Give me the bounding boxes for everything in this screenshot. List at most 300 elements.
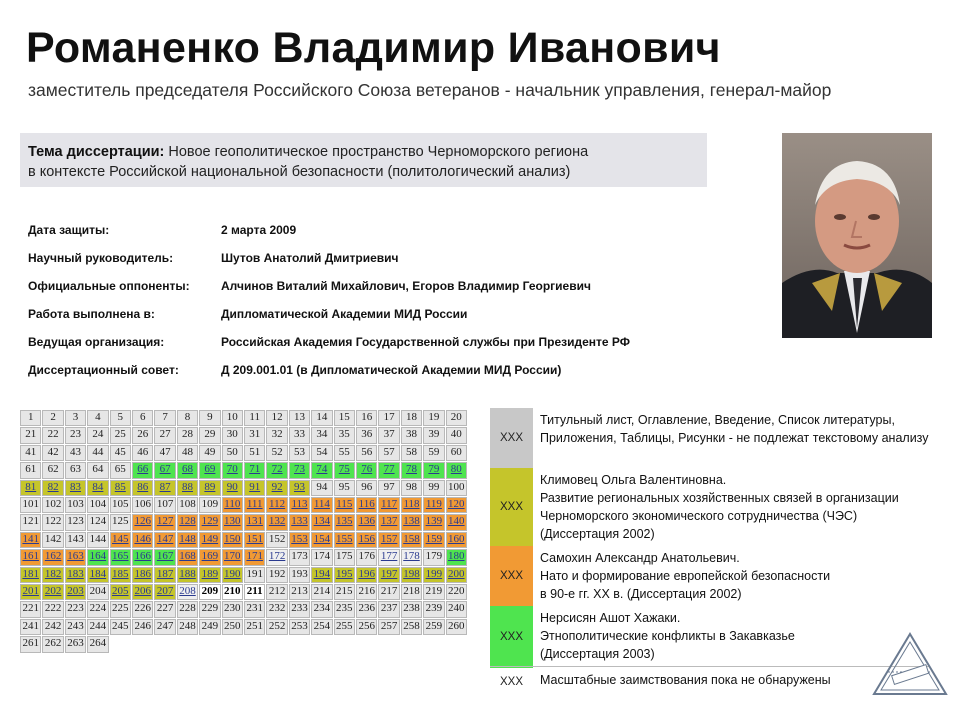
page-cell[interactable]: 18 [401,410,422,426]
page-cell[interactable]: 28 [177,427,198,443]
page-cell[interactable]: 135 [334,514,355,530]
page-cell[interactable]: 71 [244,462,265,478]
page-cell[interactable]: 189 [199,567,220,583]
detail-label: Диссертационный совет: [28,363,179,377]
portrait-image [782,133,932,338]
page-cell[interactable]: 248 [177,619,198,635]
page-cell[interactable]: 59 [423,445,444,461]
legend-text [540,549,935,603]
page-cell[interactable]: 231 [244,601,265,617]
page-cell[interactable]: 153 [289,532,310,548]
page-cell[interactable]: 78 [401,462,422,478]
page-cell[interactable]: 35 [334,427,355,443]
page-cell[interactable]: 84 [87,480,108,496]
page-cell[interactable]: 202 [42,584,63,600]
page-cell[interactable]: 34 [311,427,332,443]
page-cell[interactable]: 238 [401,601,422,617]
page-cell[interactable]: 83 [65,480,86,496]
page-cell[interactable]: 131 [244,514,265,530]
page-cell[interactable]: 148 [177,532,198,548]
legend-row-nersisyan [490,606,930,668]
page-cell[interactable]: 236 [356,601,377,617]
page-cell[interactable]: 41 [20,445,41,461]
page-cell[interactable]: 179 [423,549,444,565]
page-cell[interactable]: 10 [222,410,243,426]
page-cell[interactable]: 261 [20,636,41,652]
page-cell[interactable]: 209 [199,584,220,600]
page-cell[interactable]: 264 [87,636,108,652]
page-cell[interactable]: 252 [266,619,287,635]
page-cell[interactable]: 125 [110,514,131,530]
page-cell[interactable]: 259 [423,619,444,635]
page-cell[interactable]: 63 [65,462,86,478]
page-cell[interactable]: 85 [110,480,131,496]
page-cell[interactable]: 157 [378,532,399,548]
dissertation-topic-box [20,133,707,187]
page-cell[interactable]: 251 [244,619,265,635]
page-cell[interactable]: 92 [266,480,287,496]
legend-title: Нато и формирование европейской безопасности [540,569,831,583]
page-cell[interactable]: 190 [222,567,243,583]
portrait-photo [782,133,932,338]
legend-swatch: XXX [490,606,533,668]
page-cell[interactable]: 169 [199,549,220,565]
page-cell[interactable]: 120 [446,497,467,513]
page-cell[interactable]: 88 [177,480,198,496]
page-cell[interactable]: 165 [110,549,131,565]
page-cell[interactable]: 158 [401,532,422,548]
legend-text: Масштабные заимствования пока не обнаружены [540,673,831,687]
page-cell[interactable]: 25 [110,427,131,443]
detail-value: 2 марта 2009 [221,223,297,237]
page-cell[interactable]: 12 [266,410,287,426]
page-number-grid [20,410,468,654]
legend-title: Этнополитические конфликты в Закавказье [540,629,795,643]
page-cell[interactable]: 112 [266,497,287,513]
page-cell[interactable]: 73 [289,462,310,478]
page-cell[interactable]: 38 [401,427,422,443]
page-cell[interactable]: 98 [401,480,422,496]
page-cell[interactable]: 67 [154,462,175,478]
detail-label: Научный руководитель: [28,251,174,265]
page-cell[interactable]: 40 [446,427,467,443]
page-cell[interactable]: 5 [110,410,131,426]
page-cell[interactable]: 127 [154,514,175,530]
person-position: заместитель председателя Российского Союза ветеранов - начальник управления, генерал-майор [28,80,832,100]
page-cell[interactable]: 16 [356,410,377,426]
page-cell[interactable]: 142 [42,532,63,548]
page-cell[interactable]: 139 [423,514,444,530]
page-cell[interactable]: 136 [356,514,377,530]
page-cell[interactable]: 140 [446,514,467,530]
page-cell[interactable]: 42 [42,445,63,461]
page-cell[interactable]: 77 [378,462,399,478]
page-cell[interactable]: 145 [110,532,131,548]
page-cell[interactable]: 61 [20,462,41,478]
page-cell[interactable]: 246 [132,619,153,635]
page-cell[interactable]: 60 [446,445,467,461]
page-cell[interactable]: 20 [446,410,467,426]
detail-label: Ведущая организация: [28,335,165,349]
page-cell[interactable]: 100 [446,480,467,496]
page-cell[interactable]: 86 [132,480,153,496]
page-cell[interactable]: 205 [110,584,131,600]
page-cell[interactable]: 26 [132,427,153,443]
page-cell[interactable]: 180 [446,549,467,565]
page-cell[interactable]: 106 [132,497,153,513]
page-cell[interactable]: 225 [110,601,131,617]
page-cell[interactable]: 162 [42,549,63,565]
page-cell[interactable]: 111 [244,497,265,513]
page-cell[interactable]: 99 [423,480,444,496]
page-cell[interactable]: 50 [222,445,243,461]
page-cell[interactable]: 69 [199,462,220,478]
legend-text: Титульный лист, Оглавление, Введение, Список литературы, Приложения, Таблицы, Рисунки - не подлежат текстовому анализу [540,413,929,445]
page-cell[interactable]: 147 [154,532,175,548]
page-cell[interactable]: 222 [42,601,63,617]
page-cell[interactable]: 27 [154,427,175,443]
page-cell[interactable]: 70 [222,462,243,478]
page-cell[interactable]: 64 [87,462,108,478]
page-cell[interactable]: 247 [154,619,175,635]
page-cell[interactable]: 114 [311,497,332,513]
page-cell[interactable]: 170 [222,549,243,565]
legend-row-no-borrowing [490,668,930,696]
page-cell[interactable]: 149 [199,532,220,548]
page-cell[interactable]: 208 [177,584,198,600]
page-cell[interactable]: 82 [42,480,63,496]
page-cell[interactable]: 260 [446,619,467,635]
page-cell[interactable]: 177 [378,549,399,565]
page-cell[interactable]: 87 [154,480,175,496]
page-cell[interactable]: 62 [42,462,63,478]
page-cell[interactable]: 13 [289,410,310,426]
page-cell[interactable]: 126 [132,514,153,530]
page-cell[interactable]: 174 [311,549,332,565]
page-cell[interactable]: 116 [356,497,377,513]
page-cell[interactable]: 234 [311,601,332,617]
dissernet-stamp [870,630,950,705]
page-cell[interactable]: 240 [446,601,467,617]
page-cell[interactable]: 173 [289,549,310,565]
page-cell[interactable]: 213 [289,584,310,600]
page-cell[interactable]: 51 [244,445,265,461]
page-cell[interactable]: 143 [65,532,86,548]
page-cell[interactable]: 15 [334,410,355,426]
page-cell[interactable]: 212 [266,584,287,600]
page-cell[interactable]: 219 [423,584,444,600]
detail-value: Российская Академия Государственной службы при Президенте РФ [221,335,630,349]
page-cell[interactable]: 172 [266,549,287,565]
page-cell[interactable]: 211 [244,584,265,600]
page-cell[interactable]: 66 [132,462,153,478]
page-cell[interactable]: 39 [423,427,444,443]
page-cell[interactable]: 171 [244,549,265,565]
page-cell[interactable]: 154 [311,532,332,548]
legend-year: (Диссертация 2002) [540,527,655,541]
page-cell[interactable]: 1 [20,410,41,426]
page-cell[interactable]: 233 [289,601,310,617]
page-cell[interactable]: 193 [289,567,310,583]
page-cell[interactable]: 75 [334,462,355,478]
page-cell[interactable]: 33 [289,427,310,443]
page-cell[interactable]: 95 [334,480,355,496]
page-cell[interactable]: 178 [401,549,422,565]
page-cell[interactable]: 102 [42,497,63,513]
page-cell[interactable]: 206 [132,584,153,600]
page-cell[interactable]: 103 [65,497,86,513]
page-cell[interactable]: 218 [401,584,422,600]
page-cell[interactable]: 54 [311,445,332,461]
page-cell[interactable]: 226 [132,601,153,617]
page-cell[interactable]: 47 [154,445,175,461]
legend-swatch: XXX [490,546,533,606]
page-cell[interactable]: 109 [199,497,220,513]
topic-label: Тема диссертации: [28,144,165,160]
page-cell[interactable]: 181 [20,567,41,583]
page-cell[interactable]: 227 [154,601,175,617]
page-cell[interactable]: 9 [199,410,220,426]
page-cell[interactable]: 155 [334,532,355,548]
page-cell[interactable]: 138 [401,514,422,530]
page-cell[interactable]: 49 [199,445,220,461]
page-cell[interactable]: 23 [65,427,86,443]
page-cell[interactable]: 217 [378,584,399,600]
page-cell[interactable]: 133 [289,514,310,530]
page-cell[interactable]: 210 [222,584,243,600]
page-cell[interactable]: 221 [20,601,41,617]
page-cell[interactable]: 152 [266,532,287,548]
page-cell[interactable]: 200 [446,567,467,583]
page-cell[interactable]: 24 [87,427,108,443]
page-cell[interactable]: 110 [222,497,243,513]
page-cell[interactable]: 159 [423,532,444,548]
page-cell[interactable]: 232 [266,601,287,617]
page-cell[interactable]: 80 [446,462,467,478]
page-cell[interactable]: 241 [20,619,41,635]
page-cell[interactable]: 187 [154,567,175,583]
detail-label: Официальные оппоненты: [28,279,190,293]
page-cell[interactable]: 104 [87,497,108,513]
page-cell[interactable]: 76 [356,462,377,478]
page-cell[interactable]: 249 [199,619,220,635]
page-cell[interactable]: 254 [311,619,332,635]
page-cell[interactable]: 11 [244,410,265,426]
legend-year: (Диссертация 2003) [540,647,655,661]
page-cell[interactable]: 17 [378,410,399,426]
page-cell[interactable]: 235 [334,601,355,617]
page-cell[interactable]: 132 [266,514,287,530]
legend-text [540,471,935,543]
page-cell[interactable]: 44 [87,445,108,461]
page-cell[interactable]: 242 [42,619,63,635]
page-cell[interactable]: 107 [154,497,175,513]
page-cell[interactable]: 239 [423,601,444,617]
page-cell[interactable]: 215 [334,584,355,600]
page-cell[interactable]: 256 [356,619,377,635]
page-cell[interactable]: 214 [311,584,332,600]
legend-swatch: XXX [490,408,533,468]
page-cell[interactable]: 201 [20,584,41,600]
page-cell[interactable]: 113 [289,497,310,513]
page-cell[interactable]: 176 [356,549,377,565]
page-cell[interactable]: 37 [378,427,399,443]
page-cell[interactable]: 68 [177,462,198,478]
legend-author: Нерсисян Ашот Хажаки. [540,611,681,625]
page-cell[interactable]: 146 [132,532,153,548]
page-cell[interactable]: 134 [311,514,332,530]
page-cell[interactable]: 188 [177,567,198,583]
page-cell[interactable]: 192 [266,567,287,583]
page-cell[interactable]: 163 [65,549,86,565]
page-cell[interactable]: 32 [266,427,287,443]
page-cell[interactable]: 52 [266,445,287,461]
page-cell[interactable]: 108 [177,497,198,513]
page-cell[interactable]: 7 [154,410,175,426]
page-cell[interactable]: 224 [87,601,108,617]
person-name: Романенко Владимир Иванович [26,24,721,72]
page-cell[interactable]: 258 [401,619,422,635]
page-cell[interactable]: 253 [289,619,310,635]
page-cell[interactable]: 156 [356,532,377,548]
page-cell[interactable]: 79 [423,462,444,478]
page-cell[interactable]: 184 [87,567,108,583]
page-cell[interactable]: 122 [42,514,63,530]
page-cell[interactable]: 199 [423,567,444,583]
page-cell[interactable]: 185 [110,567,131,583]
page-cell[interactable]: 48 [177,445,198,461]
page-cell[interactable]: 166 [132,549,153,565]
page-cell[interactable]: 115 [334,497,355,513]
page-cell[interactable]: 150 [222,532,243,548]
page-cell[interactable]: 168 [177,549,198,565]
legend-author: Климовец Ольга Валентиновна. [540,473,727,487]
page-cell[interactable]: 223 [65,601,86,617]
page-cell[interactable]: 130 [222,514,243,530]
page-cell[interactable]: 167 [154,549,175,565]
page-cell[interactable]: 117 [378,497,399,513]
page-cell[interactable]: 196 [356,567,377,583]
page-cell[interactable]: 160 [446,532,467,548]
page-cell[interactable]: 194 [311,567,332,583]
detail-label: Работа выполнена в: [28,307,155,321]
page-cell[interactable]: 8 [177,410,198,426]
page-cell[interactable]: 228 [177,601,198,617]
page-cell[interactable]: 81 [20,480,41,496]
page-cell[interactable]: 96 [356,480,377,496]
page-cell[interactable]: 43 [65,445,86,461]
page-cell[interactable]: 229 [199,601,220,617]
page-cell[interactable]: 2 [42,410,63,426]
page-cell[interactable]: 198 [401,567,422,583]
page-cell[interactable]: 29 [199,427,220,443]
page-cell[interactable]: 74 [311,462,332,478]
page-cell[interactable]: 250 [222,619,243,635]
page-cell[interactable]: 262 [42,636,63,652]
detail-value: Д 209.001.01 (в Дипломатической Академии МИД России) [221,363,562,377]
page-cell[interactable]: 191 [244,567,265,583]
page-cell[interactable]: 89 [199,480,220,496]
page-cell[interactable]: 186 [132,567,153,583]
page-cell[interactable]: 30 [222,427,243,443]
page-cell[interactable]: 123 [65,514,86,530]
page-cell[interactable]: 243 [65,619,86,635]
page-cell[interactable]: 91 [244,480,265,496]
page-cell[interactable]: 56 [356,445,377,461]
page-cell[interactable]: 14 [311,410,332,426]
page-cell[interactable]: 197 [378,567,399,583]
page-cell[interactable]: 203 [65,584,86,600]
page-cell[interactable]: 204 [87,584,108,600]
page-cell[interactable]: 19 [423,410,444,426]
page-cell[interactable]: 3 [65,410,86,426]
legend-row-samokhin [490,546,930,606]
page-cell[interactable]: 216 [356,584,377,600]
page-cell[interactable]: 207 [154,584,175,600]
page-cell[interactable]: 31 [244,427,265,443]
page-cell[interactable]: 255 [334,619,355,635]
page-cell[interactable]: 118 [401,497,422,513]
page-cell[interactable]: 46 [132,445,153,461]
page-cell[interactable]: 119 [423,497,444,513]
page-cell[interactable]: 237 [378,601,399,617]
page-cell[interactable]: 141 [20,532,41,548]
page-cell[interactable]: 124 [87,514,108,530]
page-cell[interactable]: 129 [199,514,220,530]
page-cell[interactable]: 230 [222,601,243,617]
page-cell[interactable]: 94 [311,480,332,496]
page-cell[interactable]: 22 [42,427,63,443]
page-cell[interactable]: 128 [177,514,198,530]
page-cell[interactable]: 36 [356,427,377,443]
legend-divider [490,666,930,667]
page-cell[interactable]: 55 [334,445,355,461]
page-cell[interactable]: 244 [87,619,108,635]
page-cell[interactable]: 195 [334,567,355,583]
page-cell[interactable]: 175 [334,549,355,565]
page-cell[interactable]: 183 [65,567,86,583]
page-cell[interactable]: 161 [20,549,41,565]
page-cell[interactable]: 263 [65,636,86,652]
page-cell[interactable]: 53 [289,445,310,461]
page-cell[interactable]: 45 [110,445,131,461]
page-cell[interactable]: 72 [266,462,287,478]
page-cell[interactable]: 90 [222,480,243,496]
legend-row-excluded [490,408,930,468]
page-cell[interactable]: 21 [20,427,41,443]
page-cell[interactable]: 137 [378,514,399,530]
page-cell[interactable]: 4 [87,410,108,426]
page-cell[interactable]: 121 [20,514,41,530]
page-cell[interactable]: 105 [110,497,131,513]
page-cell[interactable]: 58 [401,445,422,461]
page-cell[interactable]: 257 [378,619,399,635]
page-cell[interactable]: 144 [87,532,108,548]
page-cell[interactable]: 97 [378,480,399,496]
page-cell[interactable]: 6 [132,410,153,426]
page-cell[interactable]: 182 [42,567,63,583]
page-cell[interactable]: 93 [289,480,310,496]
page-cell[interactable]: 65 [110,462,131,478]
page-cell[interactable]: 57 [378,445,399,461]
page-cell[interactable]: 164 [87,549,108,565]
page-cell[interactable]: 101 [20,497,41,513]
page-cell[interactable]: 151 [244,532,265,548]
topic-line-2: в контексте Российской национальной безопасности (политологический анализ) [28,164,571,180]
page-cell[interactable]: 220 [446,584,467,600]
legend-title: Развитие региональных хозяйственных связей в организации Черноморского экономического сотрудничества (ЧЭС) [540,491,899,523]
page-cell[interactable]: 245 [110,619,131,635]
